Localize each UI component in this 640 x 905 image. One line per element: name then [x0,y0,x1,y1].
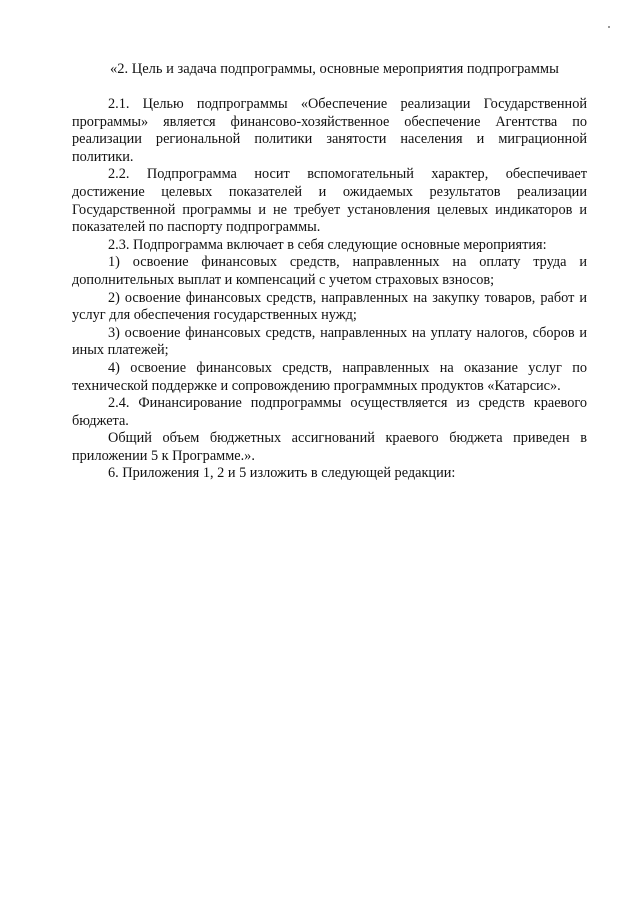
scan-speck [608,26,610,28]
list-item-4: 4) освоение финансовых средств, направленных на оказание услуг по технической поддержке и сопровождению программных продуктов «Катарсис». [72,359,587,394]
paragraph-2-4: 2.4. Финансирование подпрограммы осуществляется из средств краевого бюджета. [72,395,587,429]
section-heading: «2. Цель и задача подпрограммы, основные мероприятия подпрограммы [110,61,559,77]
paragraph-2-2: 2.2. Подпрограмма носит вспомогательный характер, обеспечивает достижение целевых показателей и ожидаемых результатов реализации Государственной программы и не требует установления целевых индикаторов и показателей по паспорту подпрограммы. [72,166,587,236]
paragraph-budget: Общий объем бюджетных ассигнований краевого бюджета приведен в приложении 5 к Программе.». [72,430,587,464]
document-body [72,96,587,483]
paragraph-6: 6. Приложения 1, 2 и 5 изложить в следующей редакции: [108,465,456,482]
list-item-3: 3) освоение финансовых средств, направленных на уплату налогов, сборов и иных платежей; [72,324,587,359]
list-item-1: 1) освоение финансовых средств, направленных на оплату труда и дополнительных выплат и компенсаций с учетом страховых взносов; [72,254,587,288]
paragraph-2-3: 2.3. Подпрограмма включает в себя следующие основные мероприятия: [108,236,547,253]
list-item-2: 2) освоение финансовых средств, направленных на закупку товаров, работ и услуг для обеспечения государственных нужд; [72,289,587,324]
paragraph-2-1: 2.1. Целью подпрограммы «Обеспечение реализации Государственной программы» является финансово-хозяйственное обеспечение Агентства по реализации региональной политики занятости населения и миграционной политики. [72,96,587,165]
